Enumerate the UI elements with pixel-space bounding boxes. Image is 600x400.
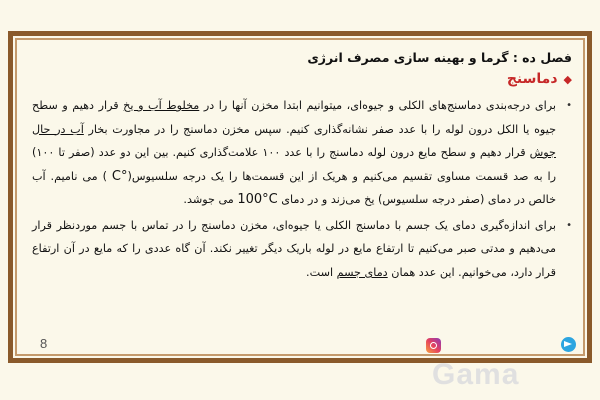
chapter-title: فصل ده : گرما و بهینه سازی مصرف انرژی	[307, 50, 572, 65]
watermark-logo: Gama	[432, 358, 520, 391]
section-heading-text: دماسنج	[506, 71, 558, 87]
bullet-dot-icon: •	[566, 219, 572, 231]
content-list	[32, 94, 572, 284]
celsius-symbol: C°	[111, 168, 128, 184]
paragraph-1-text-d: ) می نامیم. آب خالص در دمای (صفر درجه سلسیوس) یخ می‌زند و در دمای	[32, 169, 556, 206]
diamond-bullet-icon: ◆	[563, 73, 572, 86]
paragraph-1-text-a: برای درجه‌بندی دماسنج‌های الکلی و جیوه‌ای، میتوانیم ابتدا مخزن آنها را در	[199, 99, 557, 112]
paragraph-2-text-b: است.	[306, 265, 337, 279]
paragraph-1	[32, 94, 572, 212]
section-heading	[507, 71, 572, 87]
paragraph-1-text-c: قرار دهیم و سطح مایع درون لوله دماسنج را با عدد ۱۰۰ علامت‌گذاری کنیم. بین این دو عدد (صفر تا ۱۰۰) را به صد قسمت مساوی تقسیم می‌کنیم و هریک از این قسمت‌ها را یک درجه سلسیوس(	[32, 146, 556, 183]
instagram-icon[interactable]	[426, 338, 441, 353]
boiling-point-value: 100°C	[237, 192, 278, 207]
paragraph-1-text-b: قرار دهیم و سطح جیوه یا الکل درون لوله را با عدد صفر نشانه‌گذاری کنیم. سپس مخزن دماسنج را در مجاورت بخار	[32, 99, 556, 136]
paragraph-2-text-a: برای اندازه‌گیری دمای یک جسم با دماسنج الکلی یا جیوه‌ای، مخزن دماسنج را در تماس با جسم موردنظر قرار می‌دهیم و مدتی صبر می‌کنیم تا ارتفاع مایع در لوله باریک دیگر تغییر نکند. آن گاه عددی را که مایع در آن ارتفاع قرار دارد، می‌خوانیم. این عدد همان	[32, 218, 556, 279]
page-number: 8	[40, 336, 48, 351]
ice-water-mixture-term: مخلوط آب و یخ	[123, 99, 200, 112]
boiling-water-term: آب در حال جوش	[32, 122, 556, 159]
bullet-dot-icon: •	[566, 100, 572, 111]
body-temperature-term: دمای جسم	[336, 265, 388, 279]
paragraph-2	[32, 214, 572, 285]
telegram-icon[interactable]	[561, 337, 576, 352]
paragraph-1-text-e: می جوشد.	[183, 193, 238, 206]
